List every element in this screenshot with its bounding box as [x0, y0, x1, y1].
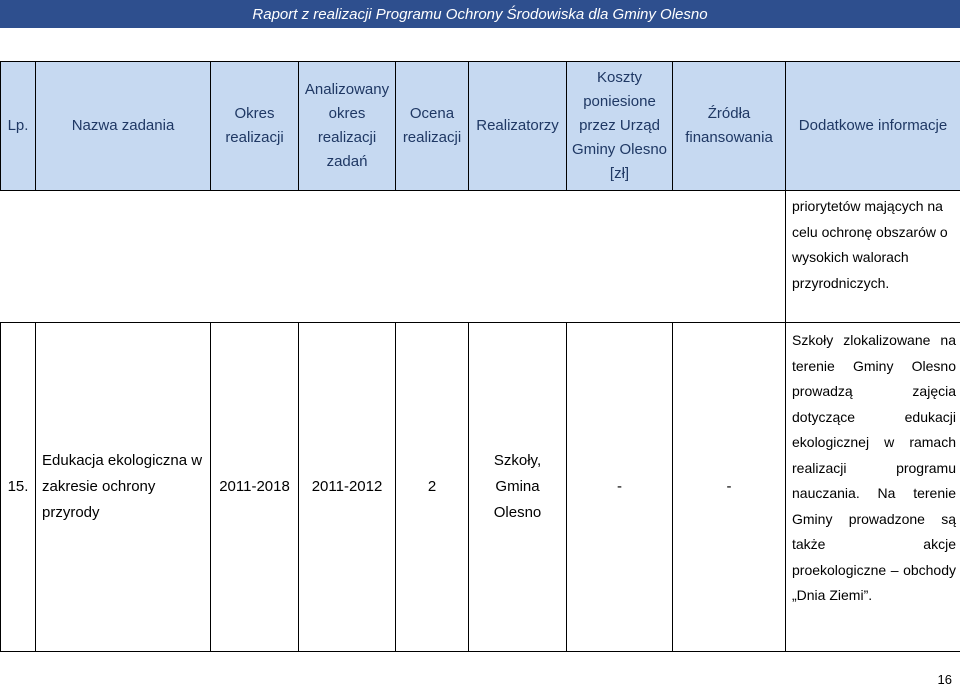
cell-task-name: Edukacja ekologiczna w zakresie ochrony przyrody	[36, 323, 211, 652]
col-header-task-name: Nazwa zadania	[36, 62, 211, 191]
col-header-implementers: Realizatorzy	[469, 62, 567, 191]
empty-continuation-cell	[1, 191, 786, 323]
notes-continuation-text: priorytetów mających na celu ochronę obszarów o wysokich walorach przyrodniczych.	[792, 198, 948, 291]
col-header-costs: Koszty poniesione przez Urząd Gminy Olesno [zł]	[567, 62, 673, 191]
col-header-rating: Ocena realizacji	[396, 62, 469, 191]
tasks-table	[0, 61, 960, 652]
col-header-period: Okres realizacji	[211, 62, 299, 191]
col-header-analyzed-period: Analizowany okres realizacji zadań	[299, 62, 396, 191]
cell-analyzed-period: 2011-2012	[299, 323, 396, 652]
cell-costs: -	[567, 323, 673, 652]
implementers-text: Szkoły, Gmina Olesno	[493, 452, 542, 521]
table-header-row	[1, 62, 960, 191]
report-title-banner	[0, 0, 960, 28]
notes-continuation-cell	[786, 191, 960, 323]
cell-notes	[786, 323, 960, 652]
report-title: Raport z realizacji Programu Ochrony Środowiska dla Gminy Olesno	[252, 5, 708, 23]
cell-funding: -	[673, 323, 786, 652]
cell-rating: 2	[396, 323, 469, 652]
table-row	[1, 323, 960, 652]
cell-period: 2011-2018	[211, 323, 299, 652]
cell-implementers	[469, 323, 567, 652]
table-row-continuation	[1, 191, 960, 323]
col-header-funding: Źródła finansowania	[673, 62, 786, 191]
col-header-lp: Lp.	[1, 62, 36, 191]
cell-lp: 15.	[1, 323, 36, 652]
col-header-notes: Dodatkowe informacje	[786, 62, 960, 191]
page-number: 16	[937, 672, 952, 687]
notes-text: Szkoły zlokalizowane na terenie Gminy Olesno prowadzą zajęcia dotyczące edukacji ekologicznej w ramach realizacji programu nauczania. Na terenie Gminy prowadzone są także akcje proekologiczne – obchody „Dnia Ziemi”.	[792, 332, 956, 603]
